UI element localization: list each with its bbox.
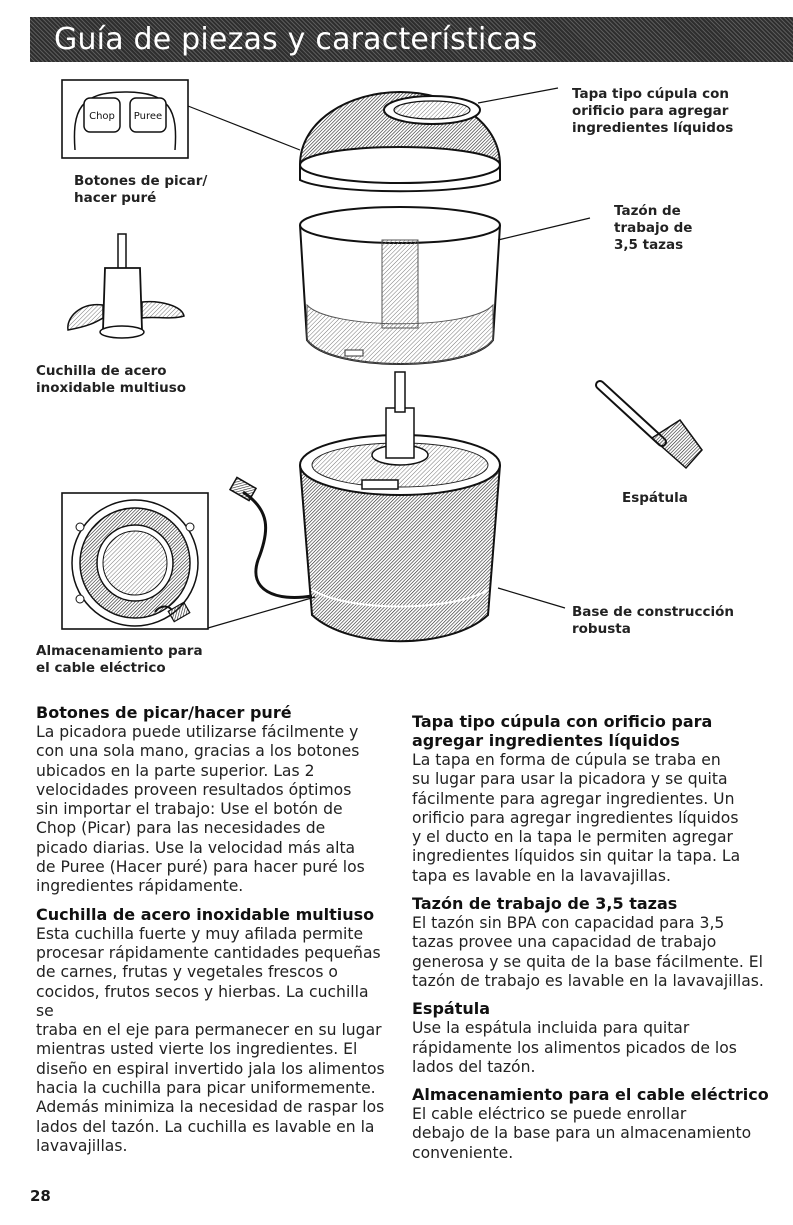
- blade-illustration: [68, 234, 184, 338]
- section-title: Cuchilla de acero inoxidable multiuso: [36, 904, 375, 924]
- buttons-inset: [62, 80, 188, 158]
- label-bowl: Tazón de trabajo de 3,5 tazas: [614, 203, 693, 253]
- section-bowl: [412, 894, 787, 991]
- section-spatula: [412, 999, 787, 1077]
- section-title: Almacenamiento para el cable eléctrico: [412, 1085, 769, 1105]
- section-title: Tapa tipo cúpula con orificio para agregar ingredientes líquidos: [412, 712, 713, 750]
- section-body: El cable eléctrico se puede enrollar debajo de la base para un almacenamiento conveniente.: [412, 1105, 752, 1162]
- cord-illustration: [230, 477, 312, 597]
- puree-button-label: Puree: [133, 111, 163, 122]
- right-column: [412, 712, 787, 1171]
- page-title: Guía de piezas y características: [54, 22, 538, 57]
- label-spatula: Espátula: [622, 490, 688, 506]
- section-lid: [412, 712, 787, 886]
- section-title: Botones de picar/hacer puré: [36, 703, 292, 722]
- base-illustration: [300, 372, 500, 641]
- label-base: Base de construcción robusta: [572, 604, 734, 637]
- page-number: 28: [30, 1187, 51, 1205]
- section-body: La tapa en forma de cúpula se traba en su lugar para usar la picadora y se quita fácilmente para agregar ingredientes. Un orificio para agregar ingredientes líquidos y el ducto en la tapa le permiten agregar ingredientes líquidos sin quitar la tapa. La tapa es lavable en la lavavajillas.: [412, 751, 741, 885]
- lid-illustration: [300, 92, 500, 191]
- spatula-illustration: [600, 385, 702, 468]
- cord-storage-inset: [62, 493, 208, 629]
- label-buttons: Botones de picar/ hacer puré: [74, 173, 208, 206]
- section-body: Use la espátula incluida para quitar rápidamente los alimentos picados de los lados del tazón.: [412, 1019, 737, 1076]
- header-banner: [30, 17, 793, 62]
- section-body: El tazón sin BPA con capacidad para 3,5 tazas provee una capacidad de trabajo generosa y se quita de la base fácilmente. El tazón de trabajo es lavable en la lavavajillas.: [412, 914, 764, 990]
- left-column: [36, 703, 386, 1164]
- section-blade: [36, 905, 386, 1157]
- label-blade: Cuchilla de acero inoxidable multiuso: [36, 363, 187, 396]
- section-body: La picadora puede utilizarse fácilmente y con una sola mano, gracias a los botones ubicados en la parte superior. Las 2 velocidades proveen resultados óptimos sin importar el trabajo: Use el botón de Chop (Picar) para las necesidades de picado diarias. Use la velocidad más alta de Puree (Hacer puré) para hacer puré los ingredientes rápidamente.: [36, 723, 365, 896]
- chop-button-label: Chop: [89, 111, 115, 122]
- section-cord-storage: [412, 1085, 787, 1163]
- bowl-illustration: [300, 207, 500, 364]
- section-title: Espátula: [412, 999, 491, 1019]
- label-cord-storage: Almacenamiento para el cable eléctrico: [36, 643, 203, 676]
- section-buttons: [36, 703, 386, 897]
- section-title: Tazón de trabajo de 3,5 tazas: [412, 894, 678, 914]
- section-body: Esta cuchilla fuerte y muy afilada permite procesar rápidamente cantidades pequeñas de carnes, frutas y vegetales frescos o cocidos, frutos secos y hierbas. La cuchilla se traba en el eje para permanecer en su lugar mientras usted vierte los ingredientes. El diseño en espiral invertido jala los alimentos hacia la cuchilla para picar uniformemente. Además minimiza la necesidad de raspar los lados del tazón. La cuchilla es lavable en la lavavajillas.: [36, 924, 385, 1155]
- label-lid: Tapa tipo cúpula con orificio para agregar ingredientes líquidos: [572, 86, 734, 136]
